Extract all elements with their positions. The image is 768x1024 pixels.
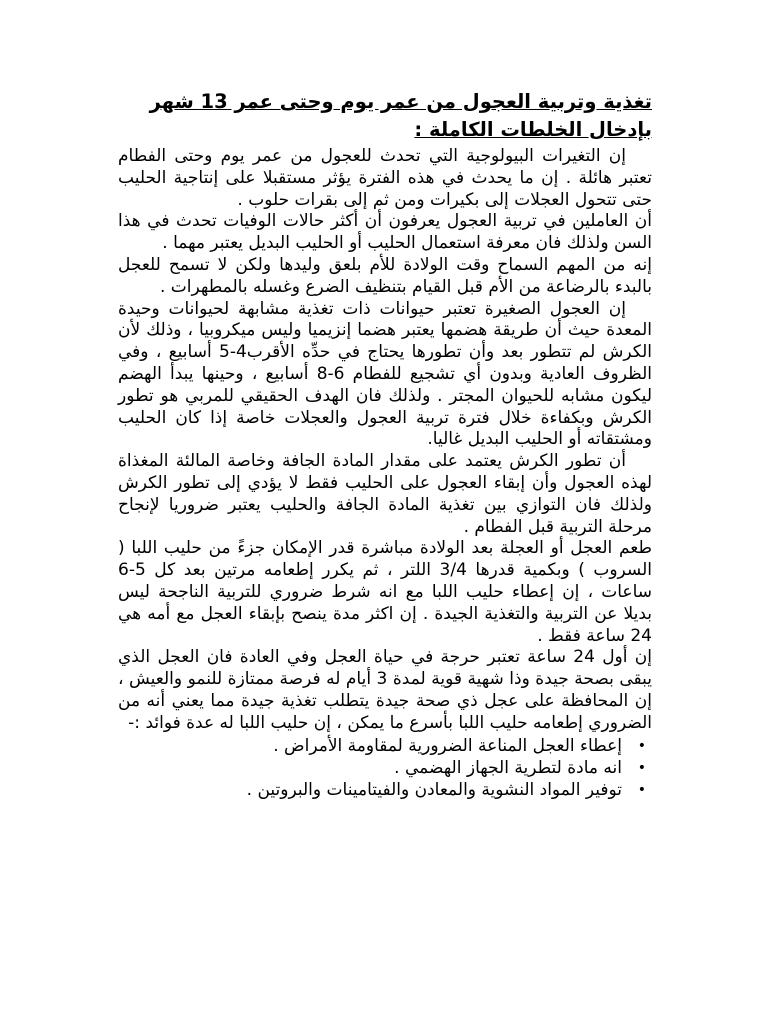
list-item-text: توفير المواد النشوية والمعادن والفيتامينات والبروتين . — [246, 779, 622, 800]
paragraph-1: إن التغيرات البيولوجية التي تحدث للعجول من عمر يوم وحتى الفطام تعتبر هائلة . إن ما يحدث في هذه الفترة يؤثر مستقبلا على إنتاجية الحليب حتى تتحول العجلات إلى بكيرات ومن ثم إلى بقرات حلوب . — [118, 146, 652, 210]
paragraph-5: أن تطور الكرش يعتمد على مقدار المادة الجافة وخاصة المالئة المغذاة لهذه العجول وأن إبقاء العجول على الحليب فقط لا يؤدي إلى تطور الكرش ولذلك فان التوازي بين تغذية المادة الجافة والحليب يعتبر ضروريا لإنجاح مرحلة التربية قبل الفطام . — [118, 451, 652, 537]
benefits-list — [118, 735, 652, 801]
paragraph-7: إن أول 24 ساعة تعتبر حرجة في حياة العجل وفي العادة فان العجل الذي يبقى بصحة جيدة وذا شهية قوية لمدة 3 أيام له فرصة ممتازة للنمو والعيش ، إن المحافظة على عجل ذي صحة جيدة يتطلب تغذية جيدة مما يعني أنه من الضروري إطعامه حليب اللبا بأسرع ما يمكن ، إن حليب اللبا له عدة فوائد :- — [118, 647, 652, 733]
list-item — [118, 757, 652, 779]
document-page — [118, 88, 652, 801]
paragraph-4: إن العجول الصغيرة تعتبر حيوانات ذات تغذية مشابهة لحيوانات وحيدة المعدة حيث أن طريقة هضمها يعتبر هضما إنزيميا وليس ميكروبيا ، وذلك لأن الكرش لم تتطور بعد وأن تطورها يحتاج في حدِّه الأقرب4-5 أسابيع ، وفي الظروف العادية وبدون أي تشجيع للفطام 6-8 أسابيع ، وحينها يبدأ الهضم ليكون مشابه للحيوان المجتر . ولذلك فان الهدف الحقيقي للمربي هو تطور الكرش وبكفاءة خلال فترة تربية العجول والعجلات خاصة إذا كان الحليب ومشتقاته أو الحليب البديل غاليا. — [118, 298, 652, 450]
paragraph-6: طعم العجل أو العجلة بعد الولادة مباشرة قدر الإمكان جزءً من حليب اللبا ( السروب ) وبكمية قدرها 3/4 اللتر ، ثم يكرر إطعامه مرتين بعد كل 5-6 ساعات ، إن إعطاء حليب اللبا مع انه شرط ضروري للتربية الناجحة ليس بديلا عن التربية والتغذية الجيدة . إن اكثر مدة ينصح بإبقاء العجل مع أمه هي 24 ساعة فقط . — [118, 538, 653, 646]
paragraph-2: أن العاملين في تربية العجول يعرفون أن أكثر حالات الوفيات تحدث في هذا السن ولذلك فان معرفة استعمال الحليب أو الحليب البديل يعتبر مهما . — [118, 211, 652, 254]
list-item — [118, 779, 652, 801]
bullet-icon: • — [637, 781, 646, 798]
list-item-text: إعطاء العجل المناعة الضرورية لمقاومة الأمراض . — [273, 735, 622, 756]
bullet-icon: • — [637, 759, 646, 776]
document-title: تغذية وتربية العجول من عمر يوم وحتى عمر 13 شهر بإدخال الخلطات الكاملة : — [149, 90, 652, 141]
list-item-text: انه مادة لتطرية الجهاز الهضمي . — [394, 757, 622, 778]
bullet-icon: • — [637, 737, 646, 754]
paragraph-3: إنه من المهم السماح وقت الولادة للأم بلعق وليدها ولكن لا تسمح للعجل بالبدء بالرضاعة من الأم قبل القيام بتنظيف الضرع وغسله بالمطهرات . — [118, 254, 652, 297]
list-item — [118, 735, 652, 757]
